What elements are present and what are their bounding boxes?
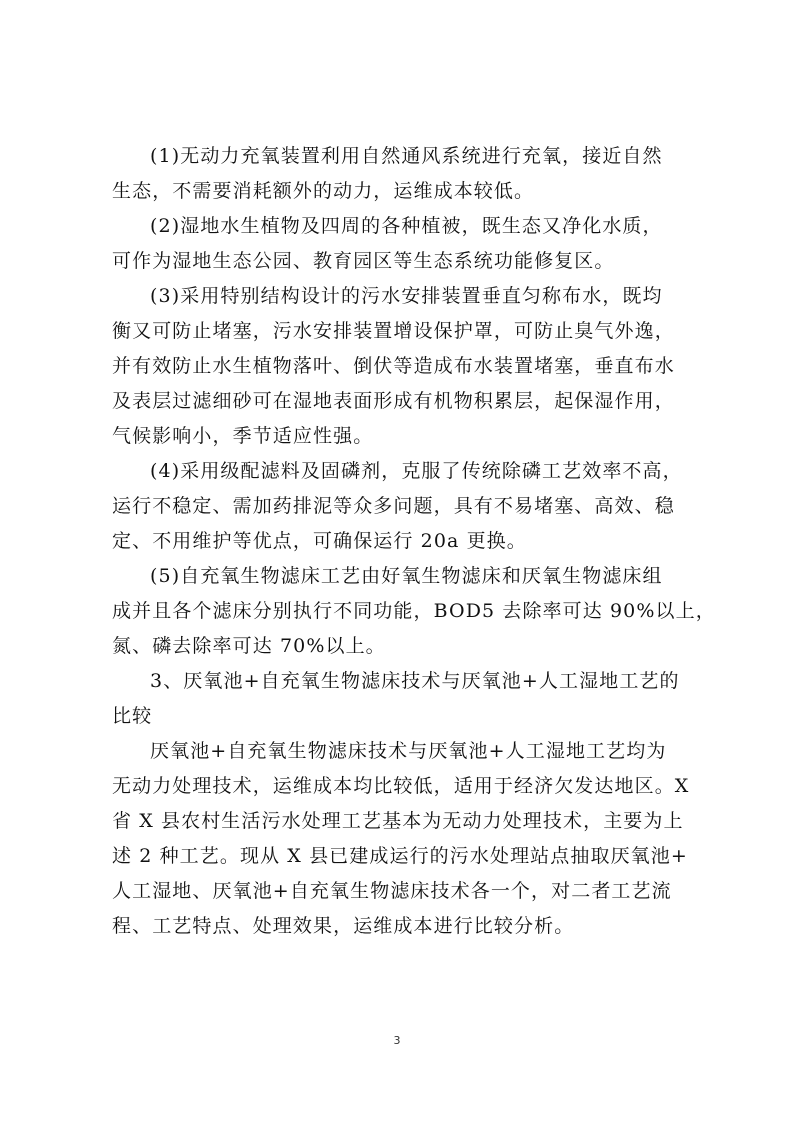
paragraph-3-line-1: (3)采用特别结构设计的污水安排装置垂直匀称布水，既均 <box>150 285 663 307</box>
paragraph-6-line-1: 厌氧池+自充氧生物滤床技术与厌氧池+人工湿地工艺均为 <box>150 740 667 762</box>
paragraph-3-line-2: 衡又可防止堵塞，污水安排装置增设保护罩，可防止臭气外逸， <box>112 320 675 342</box>
paragraph-4-line-2: 运行不稳定、需加药排泥等众多问题，具有不易堵塞、高效、稳 <box>112 495 675 517</box>
paragraph-1-line-2: 生态，不需要消耗额外的动力，运维成本较低。 <box>112 180 535 202</box>
paragraph-6-line-5: 人工湿地、厌氧池+自充氧生物滤床技术各一个，对二者工艺流 <box>112 880 672 902</box>
paragraph-4-line-3: 定、不用维护等优点，可确保运行 20a 更换。 <box>112 530 527 552</box>
section-heading-line-2: 比较 <box>112 705 153 727</box>
paragraph-6-line-2: 无动力处理技术，运维成本均比较低，适用于经济欠发达地区。X <box>112 775 690 797</box>
paragraph-6-line-4: 述 2 种工艺。现从 X 县已建成运行的污水处理站点抽取厌氧池+ <box>112 845 688 867</box>
paragraph-2-line-1: (2)湿地水生植物及四周的各种植被，既生态又净化水质， <box>150 215 663 237</box>
paragraph-6-line-3: 省 X 县农村生活污水处理工艺基本为无动力处理技术，主要为上 <box>112 810 684 832</box>
section-heading-line-1: 3、厌氧池+自充氧生物滤床技术与厌氧池+人工湿地工艺的 <box>150 670 680 692</box>
paragraph-5-line-1: (5)自充氧生物滤床工艺由好氧生物滤床和厌氧生物滤床组 <box>150 565 663 587</box>
body-text <box>112 139 716 944</box>
paragraph-5-line-3: 氮、磷去除率可达 70%以上。 <box>112 635 386 657</box>
page-number: 3 <box>393 1034 401 1047</box>
paragraph-5-line-2: 成并且各个滤床分别执行不同功能，BOD5 去除率可达 90%以上， <box>112 600 716 622</box>
paragraph-6-line-6: 程、工艺特点、处理效果，运维成本进行比较分析。 <box>112 915 575 937</box>
paragraph-2-line-2: 可作为湿地生态公园、教育园区等生态系统功能修复区。 <box>112 250 615 272</box>
paragraph-3-line-5: 气候影响小，季节适应性强。 <box>112 425 374 447</box>
paragraph-4-line-1: (4)采用级配滤料及固磷剂，克服了传统除磷工艺效率不高， <box>150 460 683 482</box>
paragraph-1-line-1: (1)无动力充氧装置利用自然通风系统进行充氧，接近自然 <box>150 145 663 167</box>
paragraph-3-line-3: 并有效防止水生植物落叶、倒伏等造成布水装置堵塞，垂直布水 <box>112 355 675 377</box>
paragraph-3-line-4: 及表层过滤细砂可在湿地表面形成有机物积累层，起保湿作用， <box>112 390 675 412</box>
